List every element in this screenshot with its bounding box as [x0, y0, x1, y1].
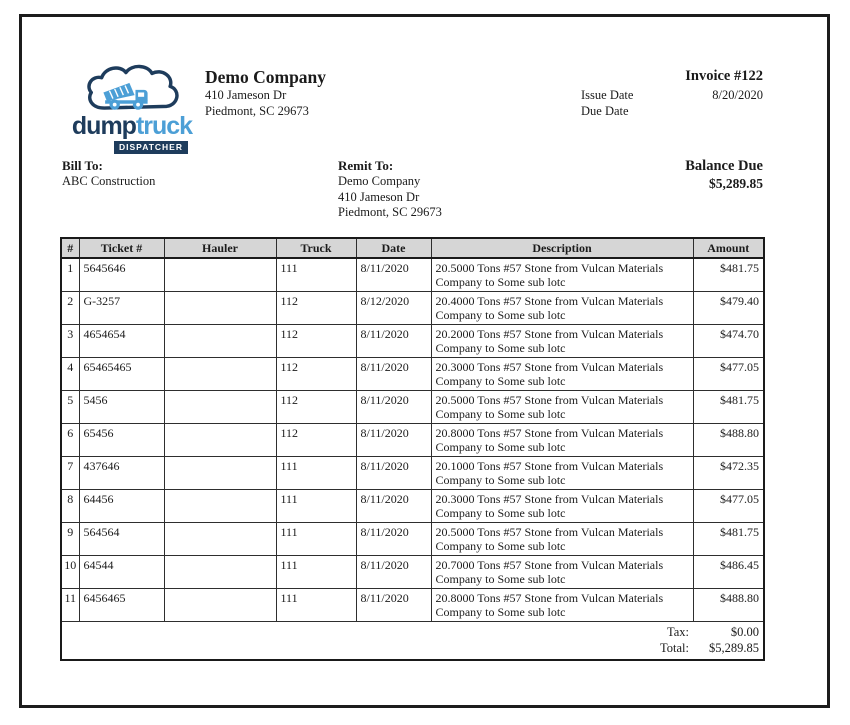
date-cell: 8/11/2020	[356, 258, 431, 292]
truck-cell: 111	[276, 556, 356, 589]
table-row	[61, 258, 764, 292]
table-row	[61, 523, 764, 556]
ticket-cell: 65456	[79, 424, 164, 457]
line-items-table	[60, 237, 765, 661]
description-cell: 20.5000 Tons #57 Stone from Vulcan Materials Company to Some sub lotc	[431, 258, 693, 292]
hauler-cell	[164, 292, 276, 325]
logo-word-truck: truck	[135, 112, 193, 140]
logo-badge: DISPATCHER	[114, 141, 188, 154]
logo-wordmark	[62, 112, 202, 140]
row-number-cell: 5	[61, 391, 79, 424]
dumptruck-cloud-icon	[80, 63, 184, 115]
invoice-meta	[581, 67, 763, 119]
company-logo	[62, 63, 202, 155]
amount-cell: $477.05	[693, 358, 764, 391]
date-cell: 8/12/2020	[356, 292, 431, 325]
date-cell: 8/11/2020	[356, 325, 431, 358]
table-row	[61, 556, 764, 589]
date-cell: 8/11/2020	[356, 523, 431, 556]
truck-cell: 111	[276, 523, 356, 556]
ticket-cell: 5456	[79, 391, 164, 424]
row-number-cell: 11	[61, 589, 79, 622]
table-row	[61, 325, 764, 358]
hauler-cell	[164, 457, 276, 490]
header-date: Date	[356, 238, 431, 258]
row-number-cell: 6	[61, 424, 79, 457]
date-cell: 8/11/2020	[356, 424, 431, 457]
truck-cell: 111	[276, 258, 356, 292]
company-address-line2: Piedmont, SC 29673	[205, 103, 309, 118]
amount-cell: $477.05	[693, 490, 764, 523]
truck-cell: 111	[276, 490, 356, 523]
description-cell: 20.8000 Tons #57 Stone from Vulcan Materials Company to Some sub lotc	[431, 589, 693, 622]
truck-cell: 112	[276, 424, 356, 457]
table-row	[61, 358, 764, 391]
description-cell: 20.5000 Tons #57 Stone from Vulcan Materials Company to Some sub lotc	[431, 391, 693, 424]
due-date-row	[581, 104, 763, 120]
remit-to-label: Remit To:	[338, 158, 394, 173]
bill-to-section	[62, 158, 155, 190]
description-cell: 20.7000 Tons #57 Stone from Vulcan Materials Company to Some sub lotc	[431, 556, 693, 589]
description-cell: 20.2000 Tons #57 Stone from Vulcan Materials Company to Some sub lotc	[431, 325, 693, 358]
row-number-cell: 3	[61, 325, 79, 358]
truck-cell: 111	[276, 589, 356, 622]
amount-cell: $488.80	[693, 424, 764, 457]
total-row	[61, 640, 764, 660]
description-cell: 20.3000 Tons #57 Stone from Vulcan Materials Company to Some sub lotc	[431, 490, 693, 523]
row-number-cell: 1	[61, 258, 79, 292]
table-row	[61, 490, 764, 523]
row-number-cell: 9	[61, 523, 79, 556]
amount-cell: $481.75	[693, 258, 764, 292]
bill-to-label: Bill To:	[62, 158, 103, 173]
date-cell: 8/11/2020	[356, 391, 431, 424]
hauler-cell	[164, 424, 276, 457]
ticket-cell: 64456	[79, 490, 164, 523]
hauler-cell	[164, 258, 276, 292]
header-ticket: Ticket #	[79, 238, 164, 258]
table-row	[61, 589, 764, 622]
hauler-cell	[164, 556, 276, 589]
table-header-row	[61, 238, 764, 258]
ticket-cell: 65465465	[79, 358, 164, 391]
header-amount: Amount	[693, 238, 764, 258]
truck-cell: 112	[276, 292, 356, 325]
hauler-cell	[164, 358, 276, 391]
date-cell: 8/11/2020	[356, 556, 431, 589]
amount-cell: $472.35	[693, 457, 764, 490]
row-number-cell: 2	[61, 292, 79, 325]
issue-date-value: 8/20/2020	[712, 88, 763, 102]
date-cell: 8/11/2020	[356, 490, 431, 523]
ticket-cell: 5645646	[79, 258, 164, 292]
truck-cell: 112	[276, 391, 356, 424]
date-cell: 8/11/2020	[356, 358, 431, 391]
remit-to-name: Demo Company	[338, 174, 421, 188]
tax-value: $0.00	[693, 622, 764, 641]
table-row	[61, 457, 764, 490]
table-row	[61, 292, 764, 325]
hauler-cell	[164, 325, 276, 358]
ticket-cell: 564564	[79, 523, 164, 556]
due-date-label: Due Date	[581, 103, 629, 118]
description-cell: 20.3000 Tons #57 Stone from Vulcan Materials Company to Some sub lotc	[431, 358, 693, 391]
description-cell: 20.8000 Tons #57 Stone from Vulcan Materials Company to Some sub lotc	[431, 424, 693, 457]
header-number: #	[61, 238, 79, 258]
date-cell: 8/11/2020	[356, 589, 431, 622]
bill-to-name: ABC Construction	[62, 174, 156, 188]
ticket-cell: 437646	[79, 457, 164, 490]
hauler-cell	[164, 523, 276, 556]
truck-cell: 111	[276, 457, 356, 490]
amount-cell: $486.45	[693, 556, 764, 589]
truck-cell: 112	[276, 358, 356, 391]
company-address-line1: 410 Jameson Dr	[205, 88, 287, 102]
logo-word-dump: dump	[71, 112, 136, 140]
truck-cell: 112	[276, 325, 356, 358]
amount-cell: $481.75	[693, 391, 764, 424]
amount-cell: $474.70	[693, 325, 764, 358]
issue-date-label: Issue Date	[581, 88, 634, 102]
company-name: Demo Company	[205, 67, 327, 87]
table-footer	[61, 622, 764, 661]
row-number-cell: 10	[61, 556, 79, 589]
balance-due-section	[685, 158, 763, 192]
header-truck: Truck	[276, 238, 356, 258]
hauler-cell	[164, 391, 276, 424]
invoice-page	[19, 14, 830, 708]
description-cell: 20.1000 Tons #57 Stone from Vulcan Materials Company to Some sub lotc	[431, 457, 693, 490]
description-cell: 20.4000 Tons #57 Stone from Vulcan Materials Company to Some sub lotc	[431, 292, 693, 325]
company-info	[205, 67, 326, 119]
row-number-cell: 8	[61, 490, 79, 523]
header-hauler: Hauler	[164, 238, 276, 258]
table-row	[61, 424, 764, 457]
balance-due-label: Balance Due	[685, 158, 763, 174]
balance-due-amount: $5,289.85	[709, 176, 763, 191]
total-value: $5,289.85	[709, 641, 759, 655]
invoice-rows	[61, 258, 764, 622]
ticket-cell: 6456465	[79, 589, 164, 622]
hauler-cell	[164, 490, 276, 523]
date-cell: 8/11/2020	[356, 457, 431, 490]
hauler-cell	[164, 589, 276, 622]
total-label: Total:	[660, 641, 689, 655]
header-description: Description	[431, 238, 693, 258]
tax-label: Tax:	[61, 622, 693, 641]
remit-to-address-line2: Piedmont, SC 29673	[338, 205, 442, 219]
ticket-cell: 64544	[79, 556, 164, 589]
row-number-cell: 7	[61, 457, 79, 490]
tax-row	[61, 622, 764, 641]
table-row	[61, 391, 764, 424]
remit-to-address-line1: 410 Jameson Dr	[338, 189, 420, 204]
invoice-number: Invoice #122	[685, 68, 763, 84]
issue-date-row	[581, 88, 763, 104]
description-cell: 20.5000 Tons #57 Stone from Vulcan Materials Company to Some sub lotc	[431, 523, 693, 556]
amount-cell: $481.75	[693, 523, 764, 556]
ticket-cell: G-3257	[79, 292, 164, 325]
ticket-cell: 4654654	[79, 325, 164, 358]
row-number-cell: 4	[61, 358, 79, 391]
amount-cell: $488.80	[693, 589, 764, 622]
amount-cell: $479.40	[693, 292, 764, 325]
remit-to-section	[338, 158, 442, 221]
